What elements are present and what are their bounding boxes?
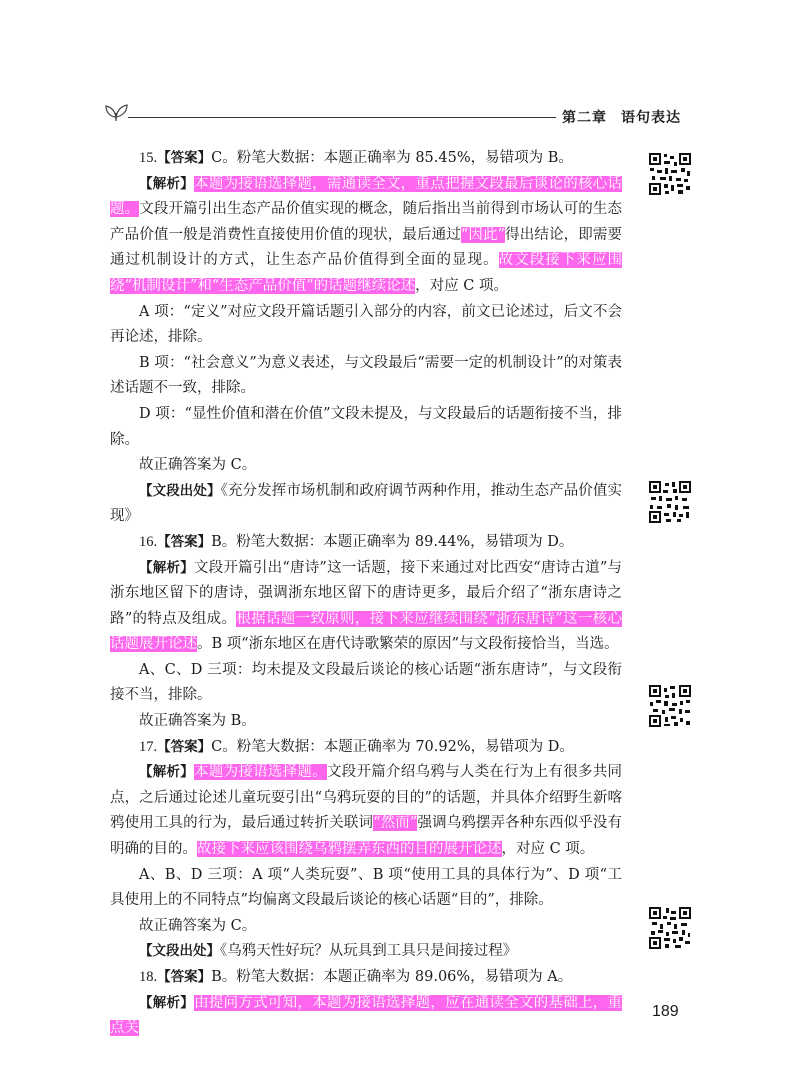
header-rule — [128, 117, 556, 118]
qr-code-icon[interactable] — [648, 152, 692, 196]
analysis-tag: 【解析】 — [139, 175, 195, 192]
q15-conclusion: 故正确答案为 C。 — [139, 457, 257, 474]
answer-text: B。粉笔大数据：本题正确率为 89.06%，易错项为 A。 — [211, 969, 573, 985]
analysis-text: 文段开篇引出“唐诗”这一话题，接下来通过对比西安“唐诗古道”与浙东地区留下的唐诗，强调浙东地区留下的唐诗更多，最后介绍了“浙东唐诗之路”的特点及组成。 — [110, 559, 623, 627]
qr-code-icon[interactable] — [648, 480, 692, 524]
chapter-title: 语句表达 — [621, 110, 681, 126]
question-number: 17. — [139, 738, 158, 755]
source-text: 《乌鸦天性好玩？从玩具到工具只是间接过程》 — [220, 943, 518, 960]
q17-option-abd: A、B、D 三项：A 项“人类玩耍”、B 项“使用工具的具体行为”、D 项“工具使用上的不同特点”均偏离文段最后谈论的核心话题“目的”，排除。 — [110, 866, 622, 909]
q17-answer — [110, 735, 622, 761]
highlight: “因此” — [460, 226, 506, 243]
answer-tag: 【答案】 — [157, 533, 212, 550]
answer-text: B。粉笔大数据：本题正确率为 89.44%，易错项为 D。 — [211, 533, 574, 550]
q17-conclusion: 故正确答案为 C。 — [139, 917, 257, 934]
highlight: 本题为接语选择题。 — [194, 764, 327, 781]
q16-analysis — [110, 556, 622, 658]
qr-code-icon[interactable] — [648, 684, 692, 728]
analysis-text: 强调乌鸦摆弄各种东西似乎没有明确的目的。 — [110, 815, 623, 858]
q17-analysis — [110, 760, 622, 862]
question-number: 15. — [139, 150, 158, 166]
answer-tag: 【答案】 — [157, 150, 212, 166]
q16-answer — [110, 530, 622, 556]
q18-analysis — [110, 991, 622, 1042]
highlight: 由提问方式可知，本题为接语选择题，应在通读全文的基础上，重点关 — [110, 994, 622, 1037]
q15-option-d: D 项：“显性价值和潜在价值”文段未提及，与文段最后的话题衔接不当，排除。 — [110, 405, 622, 448]
analysis-text: 。B 项“浙东地区在唐代诗歌繁荣的原因”与文段衔接恰当，当选。 — [197, 636, 619, 653]
q15-option-a: A 项：“定义”对应文段开篇话题引入部分的内容，前文已论述过，后文不会再论述，排除。 — [110, 303, 622, 346]
q16-option-acd: A、C、D 三项：均未提及文段最后谈论的核心话题“浙东唐诗”，与文段衔接不当，排除。 — [110, 661, 622, 704]
q16-conclusion: 故正确答案为 B。 — [139, 713, 256, 730]
answer-explanations — [110, 146, 622, 1042]
q17-source — [110, 939, 622, 965]
question-number: 16. — [139, 533, 158, 550]
chapter-number: 第二章 — [562, 110, 607, 126]
question-number: 18. — [139, 969, 158, 985]
answer-text: C。粉笔大数据：本题正确率为 70.92%，易错项为 D。 — [211, 738, 574, 755]
analysis-tag: 【解析】 — [139, 559, 194, 576]
q15-source — [110, 479, 622, 530]
source-text: 《充分发挥市场机制和政府调节两种作用，推动生态产品价值实现》 — [110, 482, 623, 525]
analysis-text: 文段开篇介绍乌鸦与人类在行为上有很多共同点，之后通过论述儿童玩耍引出“乌鸦玩耍的目的”的话题，并具体介绍野生新喀鸦使用工具的行为，最后通过转折关联词 — [110, 764, 622, 832]
source-tag: 【文段出处】 — [139, 943, 220, 960]
answer-text: C。粉笔大数据：本题正确率为 85.45%，易错项为 B。 — [211, 150, 573, 166]
q15-analysis — [110, 172, 622, 300]
answer-tag: 【答案】 — [157, 738, 212, 755]
analysis-text: ，对应 C 项。 — [415, 277, 508, 294]
answer-tag: 【答案】 — [157, 969, 212, 985]
q15-option-b: B 项：“社会意义”为意义表述，与文段最后“需要一定的机制设计”的对策表述话题不一致，排除。 — [110, 354, 622, 397]
analysis-tag: 【解析】 — [139, 994, 195, 1011]
highlight: 本题为接语选择题，需通读全文，重点把握文段最后谈论的核心话题。 — [110, 175, 622, 218]
highlight: “然而” — [373, 815, 418, 832]
page-number: 189 — [652, 1003, 679, 1020]
analysis-text: 文段开篇引出生态产品价值实现的概念，随后指出当前得到市场认可的生态产品价值一般是消费性直接使用价值的现状，最后通过 — [110, 201, 622, 243]
highlight: 故文段接下来应围绕“机制设计”和“生态产品价值”的话题继续论述 — [110, 252, 622, 294]
q18-answer — [110, 965, 622, 991]
qr-code-icon[interactable] — [648, 906, 692, 950]
highlight: 根据话题一致原则，接下来应继续围绕“浙东唐诗”这一核心话题展开论述 — [110, 610, 622, 653]
chapter-header — [562, 107, 681, 127]
analysis-text: 得出结论，即需要通过机制设计的方式，让生态产品价值得到全面的显现。 — [110, 226, 622, 269]
q15-answer — [110, 146, 622, 172]
leaf-icon — [102, 100, 130, 122]
analysis-text: ，对应 C 项。 — [501, 841, 595, 858]
analysis-tag: 【解析】 — [139, 764, 195, 781]
highlight: 故接下来应该围绕乌鸦摆弄东西的目的展开论述 — [197, 841, 502, 858]
source-tag: 【文段出处】 — [139, 482, 221, 499]
